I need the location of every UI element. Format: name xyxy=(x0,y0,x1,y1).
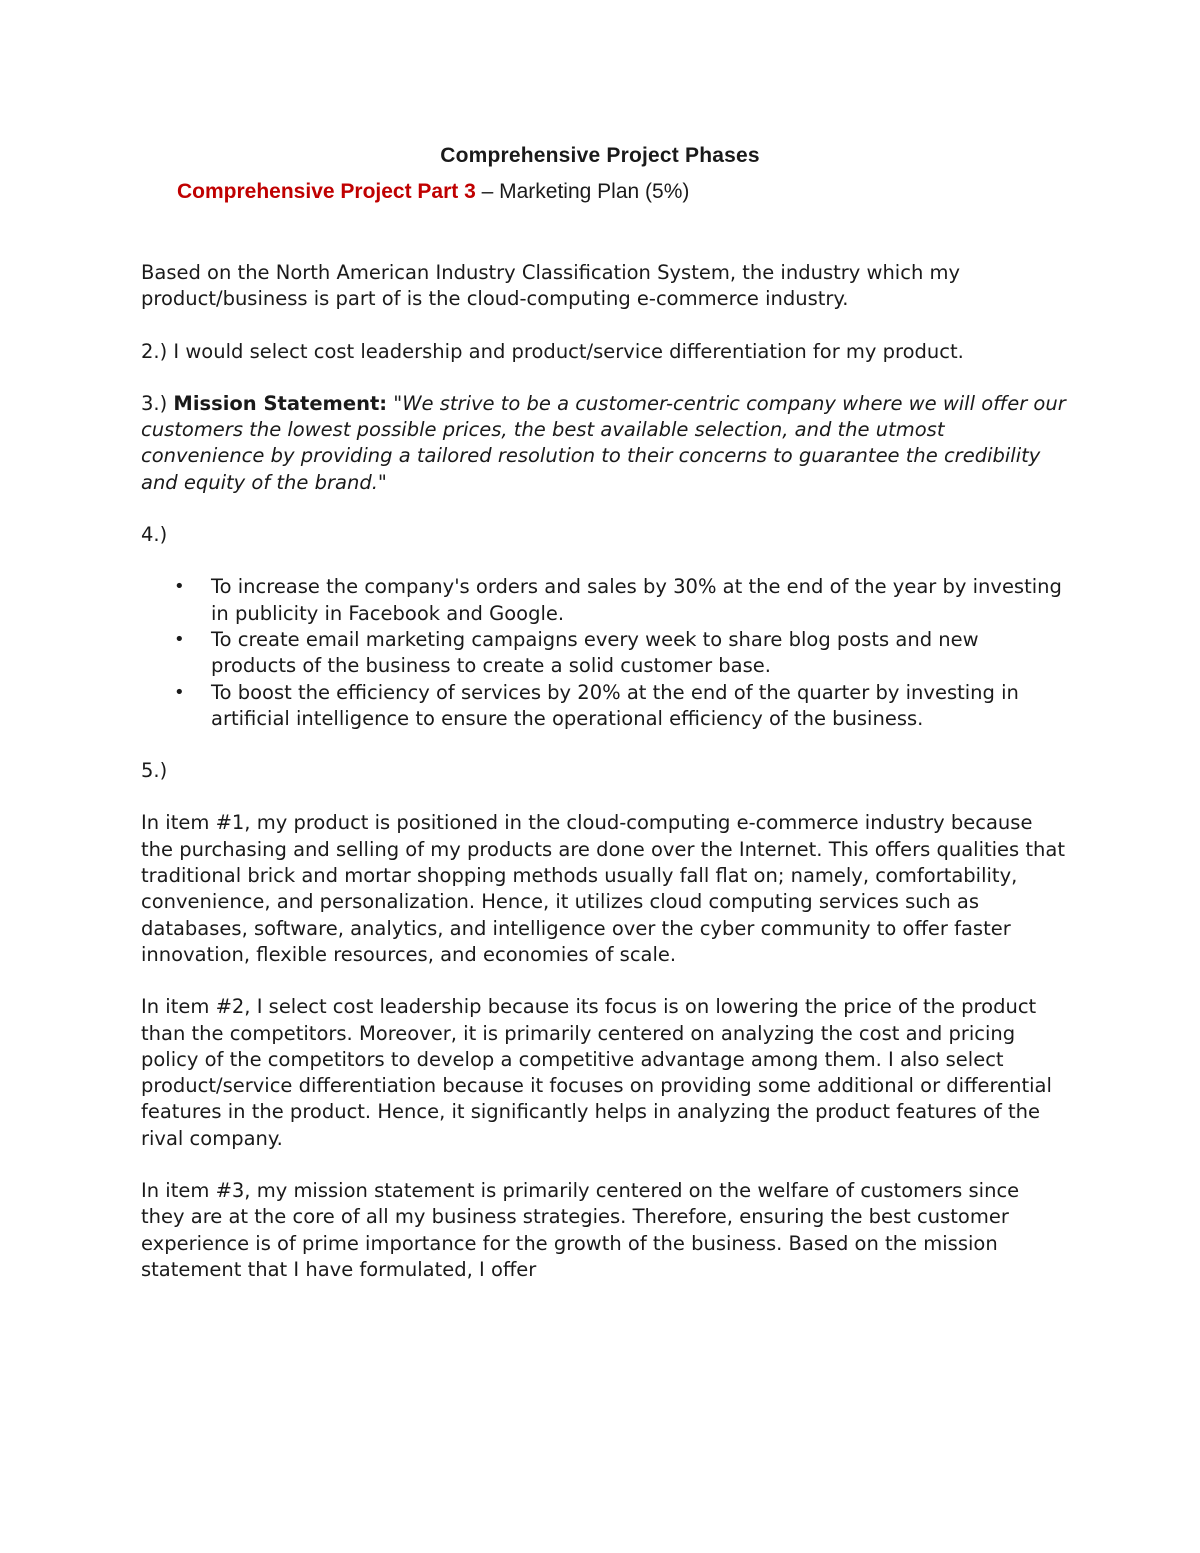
bullet-icon: • xyxy=(174,628,185,650)
goal-text: To increase the company's orders and sales by 30% at the end of the year by investing in publicity in Facebook and Google. xyxy=(211,575,1062,625)
goals-number: 4.) xyxy=(141,523,168,547)
goal-text: To create email marketing campaigns every week to share blog posts and new products of the business to create a solid customer base. xyxy=(211,627,979,678)
list-item xyxy=(174,574,1066,627)
item3-paragraph: In item #3, my mission statement is primarily centered on the welfare of customers since they are at the core of all my business strategies. Therefore, ensuring the best customer experience is of prime importance for the growth of the business. Based on the mission statement that I have formulated, I offer xyxy=(141,1179,1020,1281)
mission-number: 3.) xyxy=(141,391,174,415)
bullet-icon: • xyxy=(174,681,185,703)
document-body xyxy=(141,260,1066,1309)
document-subtitle xyxy=(177,180,689,204)
document-title: Comprehensive Project Phases xyxy=(440,144,760,167)
rationale-number: 5.) xyxy=(141,759,168,783)
item2-paragraph: In item #2, I select cost leadership because its focus is on lowering the price of the product than the competitors. Moreover, it is primarily centered on analyzing the cost and pricing policy of the competitors to develop a competitive advantage among them. I also select product/service differentiation because it focuses on providing some additional or differential features in the product. Hence, it significantly helps in analyzing the product features of the rival company. xyxy=(141,995,1052,1150)
goal-text: To boost the efficiency of services by 20% at the end of the quarter by investing in artificial intelligence to ensure the operational efficiency of the business. xyxy=(211,680,1019,730)
list-item xyxy=(174,627,1066,680)
mission-open-quote: " xyxy=(387,391,403,415)
goals-list xyxy=(141,574,1066,732)
subtitle-part-label: Comprehensive Project Part 3 xyxy=(177,180,476,203)
mission-close-quote: " xyxy=(377,470,387,494)
industry-paragraph: Based on the North American Industry Classification System, the industry which my product/business is part of is the cloud-computing e-commerce industry. xyxy=(141,261,961,311)
mission-label: Mission Statement: xyxy=(173,391,388,415)
mission-paragraph xyxy=(141,391,1066,496)
item1-paragraph: In item #1, my product is positioned in the cloud-computing e-commerce industry because the purchasing and selling of my products are done over the Internet. This offers qualities that traditional brick and mortar shopping methods usually fall flat on; namely, comfortability, convenience, and personalization. Hence, it utilizes cloud computing services such as databases, software, analytics, and intelligence over the cyber community to offer faster innovation, flexible resources, and economies of scale. xyxy=(141,811,1066,966)
list-item xyxy=(174,680,1066,733)
subtitle-plan-label: – Marketing Plan (5%) xyxy=(475,180,690,203)
bullet-icon: • xyxy=(174,576,185,598)
mission-statement-text: We strive to be a customer-centric company where we will offer our customers the lowest possible prices, the best available selection, and the utmost convenience by providing a tailored resolution to their concerns to guarantee the credibility and equity of the brand. xyxy=(141,391,1066,494)
strategy-paragraph: 2.) I would select cost leadership and product/service differentiation for my product. xyxy=(141,339,964,363)
